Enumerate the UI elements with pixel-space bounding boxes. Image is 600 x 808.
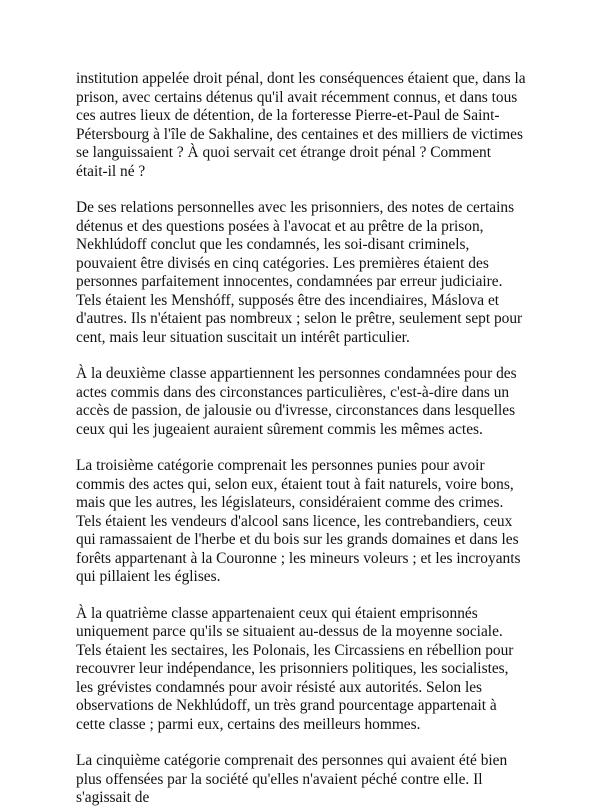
paragraph-5: À la quatrième classe appartenaient ceux qui étaient emprisonnés uniquement parce qu'ils se situaient au-dessus de la moyenne sociale. Tels étaient les sectaires, les Polonais, les Circassiens en rébellion pour recouvrer leur indépendance, les prisonniers politiques, les socialistes, les grévistes condamnés pour avoir résisté aux autorités. Selon les observations de Nekhlúdoff, un très grand pourcentage appartenait à cette classe ; parmi eux, certains des meilleurs hommes.: [76, 604, 514, 733]
paragraph-6: La cinquième catégorie comprenait des personnes qui avaient été bien plus offensées par la société qu'elles n'avaient péché contre elle. Il s'agissait de: [76, 752, 508, 806]
paragraph-2: De ses relations personnelles avec les prisonniers, des notes de certains détenus et des questions posées à l'avocat et au prêtre de la prison, Nekhlúdoff conclut que les condamnés, les soi-disant criminels, pouvaient être divisés en cinq catégories. Les premières étaient des personnes parfaitement innocentes, condamnées par erreur judiciaire. Tels étaient les Menshóff, supposés être des incendiaires, Máslova et d'autres. Ils n'étaient pas nombreux ; selon le prêtre, seulement sept pour cent, mais leur situation suscitait un intérêt particulier.: [76, 199, 523, 346]
document-page: [76, 70, 526, 808]
paragraph-4: La troisième catégorie comprenait les personnes punies pour avoir commis des actes qui, selon eux, étaient tout à fait naturels, voire bons, mais que les autres, les législateurs, considéraient comme des crimes. Tels étaient les vendeurs d'alcool sans licence, les contrebandiers, ceux qui ramassaient de l'herbe et du bois sur les grands domaines et dans les forêts appartenant à la Couronne ; les mineurs voleurs ; et les incroyants qui pillaient les églises.: [76, 457, 521, 585]
paragraph-3: À la deuxième classe appartiennent les personnes condamnées pour des actes commis dans des circonstances particulières, c'est-à-dire dans un accès de passion, de jalousie ou d'ivresse, circonstances dans lesquelles ceux qui les jugeaient auraient sûrement commis les mêmes actes.: [76, 365, 517, 438]
paragraph-1: institution appelée droit pénal, dont les conséquences étaient que, dans la prison, avec certains détenus qu'il avait récemment connus, et dans tous ces autres lieux de détention, de la forteresse Pierre-et-Paul de Saint-Pétersbourg à l'île de Sakhaline, des centaines et des milliers de victimes se languissaient ? À quoi servait cet étrange droit pénal ? Comment était-il né ?: [76, 70, 526, 180]
